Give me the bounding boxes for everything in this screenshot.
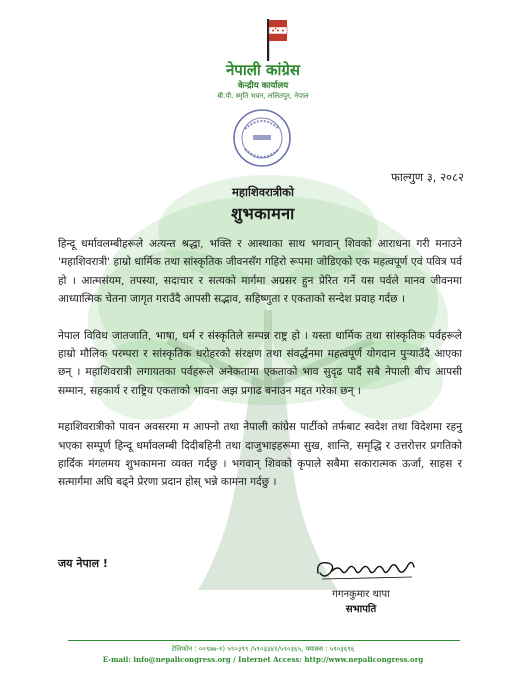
official-seal-stamp — [231, 107, 293, 169]
footer-phone: टेलिफोन : ००९७७-१) ५९०३९९ /५९०३३४१/५९०३६५, फ्याक्स : ५९०३६९६ — [171, 645, 355, 653]
body-paragraph: नेपाल विविध जातजाति, भाषा, धर्म र संस्कृतिले सम्पन्न राष्ट्र हो । यस्ता धार्मिक तथा सांस्कृतिक पर्वहरूले हाम्रो मौलिक परम्परा र सांस्कृतिक धरोहरको संरक्षण तथा संवर्द्धनमा महत्वपूर्ण योगदान पुऱ्याउँदै आएका छन् । महाशिवरात्री लगायतका पर्वहरूले अनेकतामा एकताको भाव सुदृढ पार्दै सबै नेपाली बीच आपसी सम्मान, सहकार्य र राष्ट्रिय एकताको भावना अझ प्रगाढ बनाउन मद्दत गरेका छन् । — [58, 329, 462, 397]
handwritten-signature — [312, 555, 420, 583]
party-flag-icon — [253, 16, 299, 62]
letter-title: शुभकामना — [231, 204, 295, 223]
signer-name: गगनकुमार थापा — [332, 589, 390, 600]
footer-contact: E-mail: info@nepalicongress.org / Internet Access: http://www.nepalicongress.org — [102, 655, 424, 664]
letter-subtitle: महाशिवरात्रीको — [232, 185, 294, 199]
letter-date: फाल्गुण ३, २०८२ — [391, 170, 464, 184]
signer-title: सभापति — [345, 604, 377, 615]
closing-salutation: जय नेपाल ! — [58, 557, 108, 570]
office-name: केन्द्रीय कार्यालय — [237, 81, 289, 91]
office-address: बी.पी. स्मृति भवन, ललितपुर, नेपाल — [217, 92, 309, 100]
body-paragraph: हिन्दू धर्मावलम्बीहरूले अत्यन्त श्रद्धा, भक्ति र आस्थाका साथ भगवान् शिवको आराधना गरी मनाउने 'महाशिवरात्री' हाम्रो धार्मिक तथा सांस्कृतिक जीवनसँग गहिरो रूपमा जोडिएको एक महत्वपूर्ण एवं पवित्र पर्व हो । आत्मसंयम, तपस्या, सदाचार र सत्यको मार्गमा अग्रसर हुन प्रेरित गर्ने यस पर्वले मानव जीवनमा आध्यात्मिक चेतना जागृत गराउँदै आपसी सद्भाव, सहिष्णुता र एकताको सन्देश प्रवाह गर्दछ । — [58, 238, 462, 306]
organization-name: नेपाली कांग्रेस — [225, 61, 300, 79]
letter-body — [58, 235, 462, 510]
body-paragraph: महाशिवरात्रीको पावन अवसरमा म आफ्नो तथा नेपाली कांग्रेस पार्टीको तर्फबाट स्वदेश तथा विदेशमा रहनु भएका सम्पूर्ण हिन्दू धर्मावलम्बी दिदीबहिनी तथा दाजुभाइहरूमा सुख, शान्ति, समृद्धि र उत्तरोत्तर प्रगतिको हार्दिक मंगलमय शुभकामना व्यक्त गर्दछु । भगवान् शिवको कृपाले सबैमा सकारात्मक ऊर्जा, साहस र सत्मार्गमा अघि बढ्ने प्रेरणा प्रदान होस् भन्ने कामना गर्दछु । — [58, 421, 462, 489]
footer-divider — [68, 640, 460, 641]
